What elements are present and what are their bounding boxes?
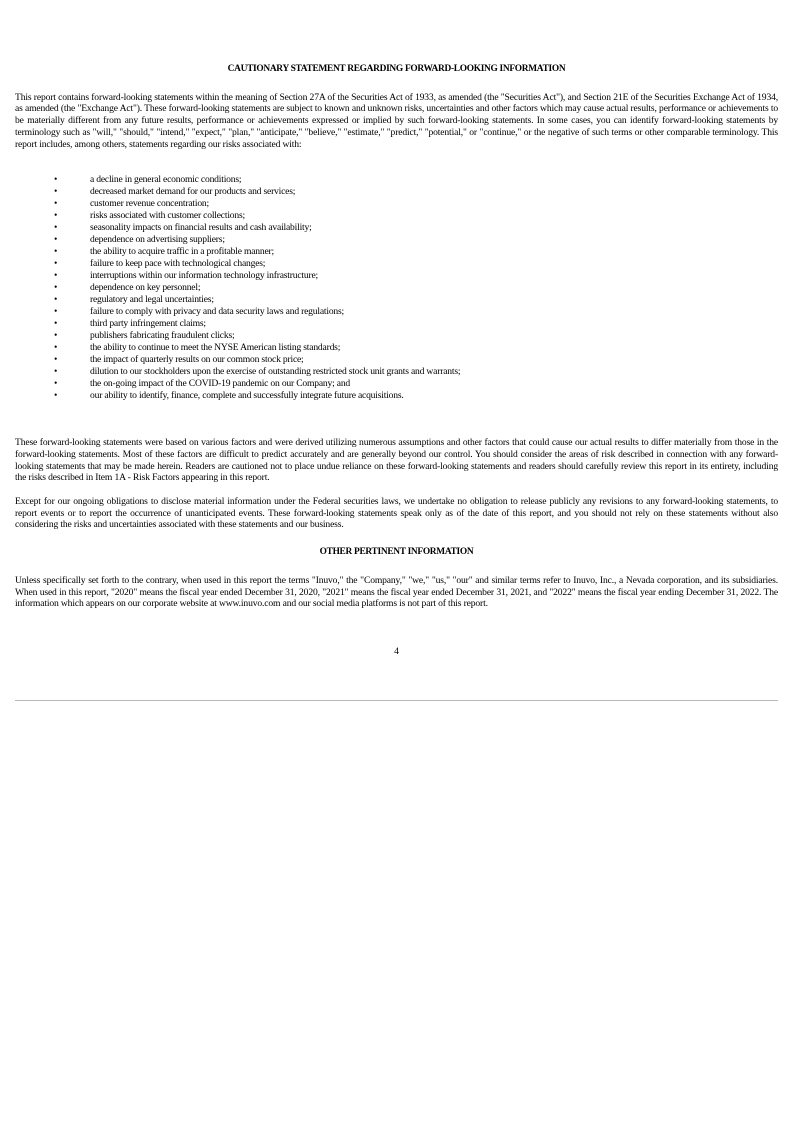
bullet-icon: • — [54, 186, 58, 198]
bullet-icon: • — [54, 270, 58, 282]
risk-list-item-text: customer revenue concentration; — [90, 198, 209, 210]
forward-looking-basis-paragraph: These forward-looking statements were based on various factors and were derived utilizing numerous assumptions and other factors that could cause our actual results to differ materially from those in the forward-looking statements. Most of these factors are difficult to predict accurately and are generally beyond our control. You should consider the areas of risk described in connection with any forward-looking statements that may be made herein. Readers are cautioned not to place undue reliance on these forward-looking statements and readers should carefully review this report in its entirety, including the risks described in Item 1A - Risk Factors appearing in this report. — [15, 437, 778, 484]
bullet-icon: • — [54, 174, 58, 186]
risk-list-item — [15, 294, 778, 306]
other-pertinent-heading: OTHER PERTINENT INFORMATION — [319, 547, 474, 558]
risk-list-item — [15, 282, 778, 294]
risk-list-item — [15, 378, 778, 390]
risk-list-item-text: the on-going impact of the COVID-19 pandemic on our Company; and — [90, 378, 351, 390]
bullet-icon: • — [54, 294, 58, 306]
risk-list-item-text: decreased market demand for our products and services; — [90, 186, 296, 198]
bullet-icon: • — [54, 342, 58, 354]
bullet-icon: • — [54, 222, 58, 234]
risk-list-item-text: publishers fabricating fraudulent clicks; — [90, 330, 235, 342]
bullet-icon: • — [54, 390, 58, 402]
risk-list-item-text: the ability to acquire traffic in a profitable manner; — [90, 246, 275, 258]
document-page — [15, 64, 778, 658]
bullet-icon: • — [54, 258, 58, 270]
risk-list-item-text: a decline in general economic conditions; — [90, 174, 242, 186]
risk-list-item — [15, 270, 778, 282]
page-divider — [15, 700, 778, 701]
risk-list-item — [15, 390, 778, 402]
bullet-icon: • — [54, 330, 58, 342]
page-number: 4 — [394, 645, 399, 657]
disclosure-obligations-paragraph: Except for our ongoing obligations to disclose material information under the Federal securities laws, we undertake no obligation to release publicly any revisions to any forward-looking statements, to report events or to report the occurrence of unanticipated events. These forward-looking statements speak only as of the date of this report, and you should not rely on these statements without also considering the risks and uncertainties associated with these statements and our business. — [15, 496, 778, 531]
bullet-icon: • — [54, 306, 58, 318]
risk-list-item-text: regulatory and legal uncertainties; — [90, 294, 214, 306]
risk-list-item — [15, 186, 778, 198]
risk-list-item-text: failure to keep pace with technological changes; — [90, 258, 266, 270]
risk-list-item-text: interruptions within our information technology infrastructure; — [90, 270, 318, 282]
bullet-icon: • — [54, 378, 58, 390]
other-pertinent-paragraph: Unless specifically set forth to the contrary, when used in this report the terms "Inuvo," the "Company," "we," "us," "our" and similar terms refer to Inuvo, Inc., a Nevada corporation, and its subsidiaries. When used in this report, "2020" means the fiscal year ended December 31, 2020, "2021" means the fiscal year ended December 31, 2021, and "2022" means the fiscal year ending December 31, 2022. The information which appears on our corporate website at www.inuvo.com and our social media platforms is not part of this report. — [15, 574, 778, 610]
risk-list-item — [15, 354, 778, 366]
risk-list-item-text: the impact of quarterly results on our common stock price; — [90, 354, 304, 366]
risk-list-item-text: failure to comply with privacy and data security laws and regulations; — [90, 306, 345, 318]
risk-list-item-text: risks associated with customer collections; — [90, 210, 245, 222]
bullet-icon: • — [54, 282, 58, 294]
bullet-icon: • — [54, 198, 58, 210]
risk-list-item — [15, 330, 778, 342]
risk-list-item-text: dependence on key personnel; — [90, 282, 201, 294]
bullet-icon: • — [54, 234, 58, 246]
risk-list-item — [15, 342, 778, 354]
risk-factor-list — [15, 174, 778, 402]
risk-list-item — [15, 258, 778, 270]
risk-list-item — [15, 198, 778, 210]
risk-list-item — [15, 318, 778, 330]
risk-list-item-text: dilution to our stockholders upon the exercise of outstanding restricted stock unit grants and warrants; — [90, 366, 461, 378]
risk-list-item-text: the ability to continue to meet the NYSE American listing standards; — [90, 342, 341, 354]
cautionary-heading: CAUTIONARY STATEMENT REGARDING FORWARD-LOOKING INFORMATION — [227, 64, 566, 74]
risk-list-item-text: third party infringement claims; — [90, 318, 206, 330]
bullet-icon: • — [54, 246, 58, 258]
risk-list-item — [15, 174, 778, 186]
risk-list-item — [15, 210, 778, 222]
risk-list-item — [15, 246, 778, 258]
risk-list-item-text: dependence on advertising suppliers; — [90, 234, 225, 246]
bullet-icon: • — [54, 318, 58, 330]
risk-list-item — [15, 234, 778, 246]
risk-list-item — [15, 306, 778, 318]
bullet-icon: • — [54, 366, 58, 378]
risk-list-item — [15, 366, 778, 378]
risk-list-item — [15, 222, 778, 234]
bullet-icon: • — [54, 210, 58, 222]
bullet-icon: • — [54, 354, 58, 366]
cautionary-intro-paragraph: This report contains forward-looking statements within the meaning of Section 27A of the Securities Act of 1933, as amended (the "Securities Act"), and Section 21E of the Securities Exchange Act of 1934, as amended (the "Exchange Act"). These forward-looking statements are subject to known and unknown risks, uncertainties and other factors which may cause actual results, performance or achievements to be materially different from any future results, performance or achievements expressed or implied by such forward-looking statements. In some cases, you can identify forward-looking statements by terminology such as "will," "should," "intend," "expect," "plan," "anticipate," "believe," "estimate," "predict," "potential," or "continue," or the negative of such terms or other comparable terminology. This report includes, among others, statements regarding our risks associated with: — [15, 91, 778, 150]
risk-list-item-text: our ability to identify, finance, complete and successfully integrate future acquisitions. — [90, 390, 404, 402]
risk-list-item-text: seasonality impacts on financial results and cash availability; — [90, 222, 312, 234]
